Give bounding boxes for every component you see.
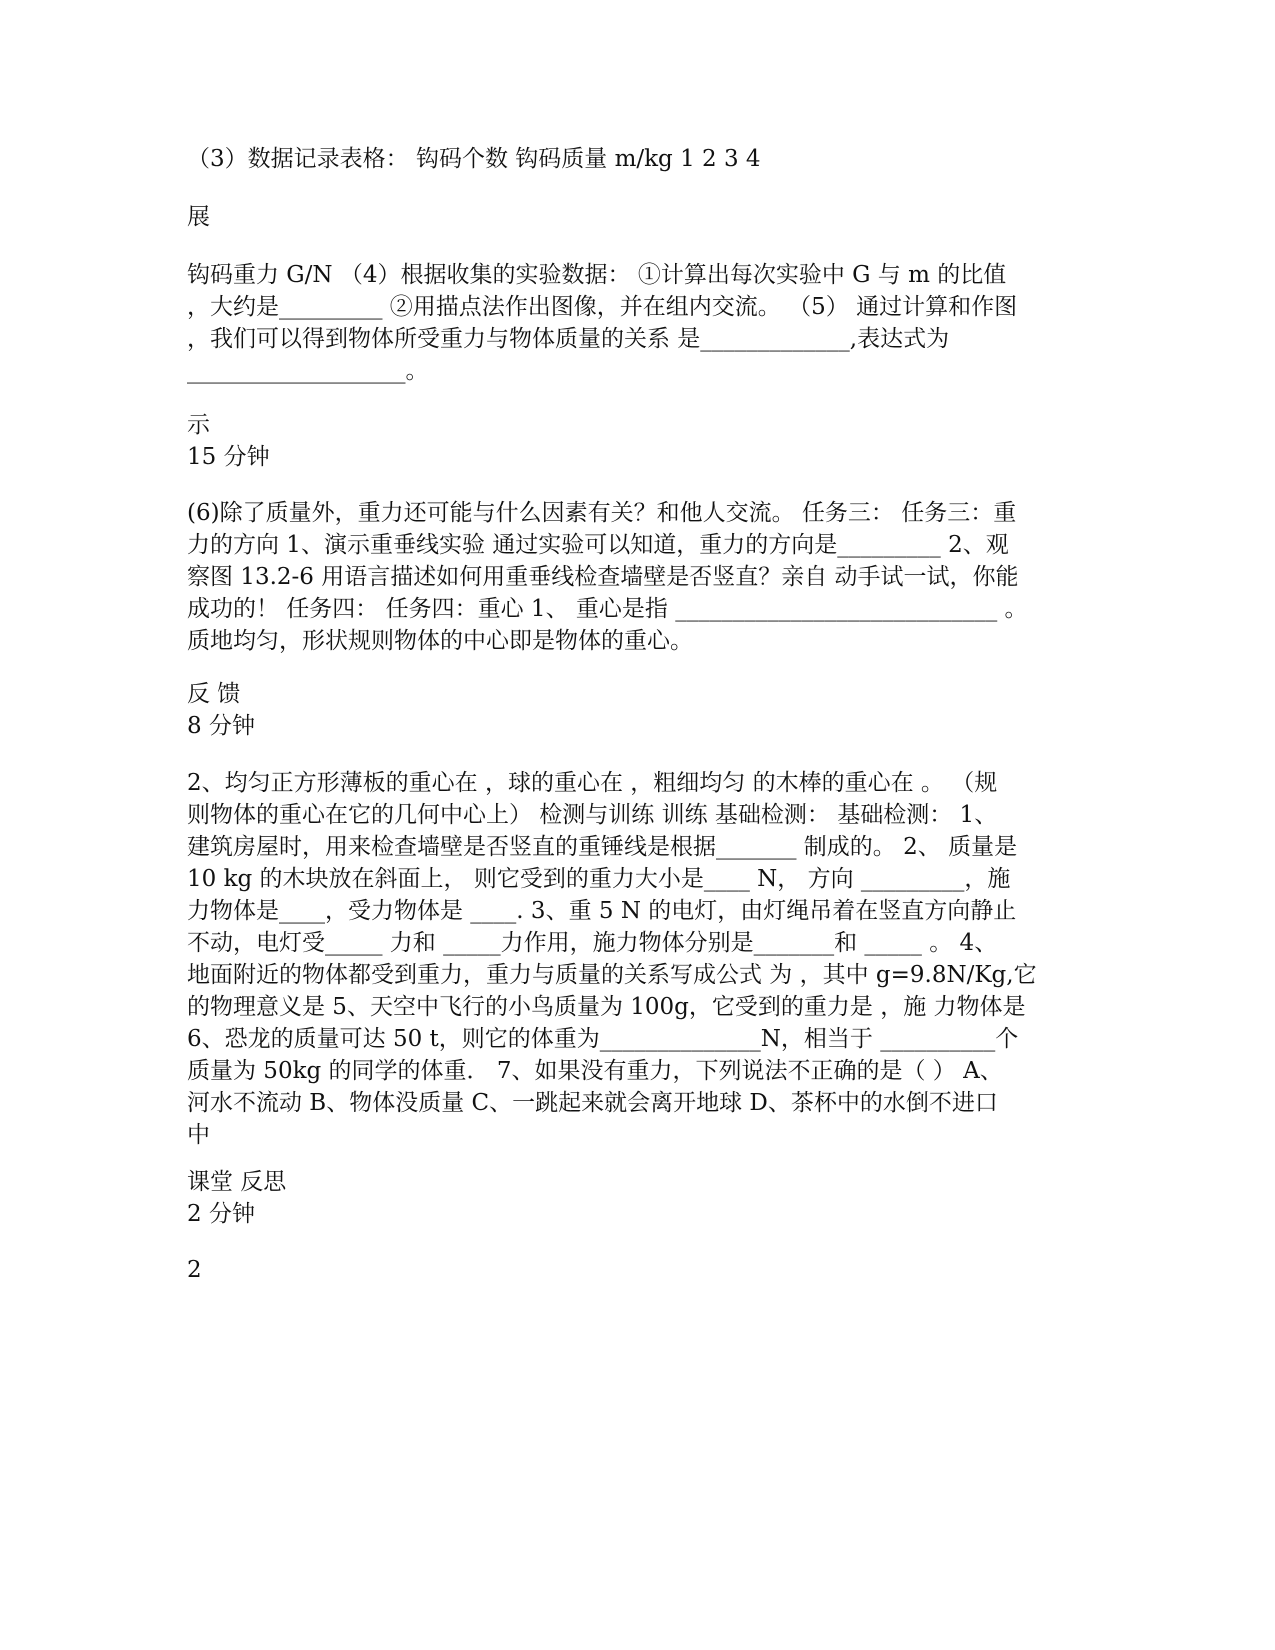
text-line: 课堂 反思 xyxy=(187,1169,287,1195)
section-label-zhan xyxy=(187,201,1087,233)
text-line: ___________________。 xyxy=(187,358,429,384)
text-line: (6)除了质量外，重力还可能与什么因素有关？和他人交流。 任务三： 任务三：重 xyxy=(187,500,1017,526)
text-line: 的物理意义是 5、天空中飞行的小鸟质量为 100g，它受到的重力是 ，施 力物体是 xyxy=(187,994,1026,1020)
text-line: 力物体是____，受力物体是 ____. 3、重 5 N 的电灯，由灯绳吊着在竖直方向静止 xyxy=(187,898,1017,924)
section-label-reflection xyxy=(187,1166,1087,1230)
text-line: 10 kg 的木块放在斜面上， 则它受到的重力大小是____ N， 方向 _________，施 xyxy=(187,866,1011,892)
text-line: 钩码重力 G/N （4）根据收集的实验数据： ①计算出每次实验中 G 与 m 的比值 xyxy=(187,262,1007,288)
text-line: 质地均匀，形状规则物体的中心即是物体的重心。 xyxy=(187,628,693,654)
text-line: ，我们可以得到物体所受重力与物体质量的关系 是_____________,表达式为 xyxy=(187,326,950,352)
text-line: 力的方向 1、演示重垂线实验 通过实验可以知道，重力的方向是_________ 2、观 xyxy=(187,532,1009,558)
text-line: 河水不流动 B、物体没质量 C、一跳起来就会离开地球 D、茶杯中的水倒不进口 xyxy=(187,1090,998,1116)
duration-label: 8 分钟 xyxy=(187,713,255,739)
paragraph-exercises xyxy=(187,767,1087,1151)
text-line: 地面附近的物体都受到重力，重力与质量的关系写成公式 为 ，其中 g=9.8N/Kg,它 xyxy=(187,962,1037,988)
page-number xyxy=(187,1254,1087,1286)
duration-label: 2 分钟 xyxy=(187,1201,255,1227)
text-line: 质量为 50kg 的同学的体重． 7、如果没有重力，下列说法不正确的是（ ） A、 xyxy=(187,1058,1003,1084)
text-line: 反 馈 xyxy=(187,681,241,707)
text-line: 6、恐龙的质量可达 50 t，则它的体重为______________N，相当于 __________个 xyxy=(187,1026,1019,1052)
text-line: 示 xyxy=(187,412,210,438)
text-line: ，大约是_________ ②用描点法作出图像，并在组内交流。 （5） 通过计算和作图 xyxy=(187,294,1018,320)
text-line: 展 xyxy=(187,204,210,230)
text-line: （3）数据记录表格： 钩码个数 钩码质量 m/kg 1 2 3 4 xyxy=(187,146,761,172)
text-line: 则物体的重心在它的几何中心上） 检测与训练 训练 基础检测： 基础检测： 1、 xyxy=(187,802,998,828)
section-label-feedback xyxy=(187,678,1087,742)
text-line: 不动，电灯受_____ 力和 _____力作用，施力物体分别是_______和 _____ 。 4、 xyxy=(187,930,998,956)
section-label-shi xyxy=(187,409,1087,473)
duration-label: 15 分钟 xyxy=(187,444,270,470)
text-line: 2 xyxy=(187,1257,202,1283)
text-line: 建筑房屋时，用来检查墙壁是否竖直的重锤线是根据_______ 制成的。 2、 质量是 xyxy=(187,834,1018,860)
text-line: 中 xyxy=(187,1122,210,1148)
text-line: 成功的！ 任务四： 任务四：重心 1、 重心是指 ____________________________ 。 xyxy=(187,596,1028,622)
text-line: 察图 13.2-6 用语言描述如何用重垂线检查墙壁是否竖直？亲自 动手试一试，你能 xyxy=(187,564,1019,590)
paragraph-tasks xyxy=(187,497,1087,657)
text-line: 2、均匀正方形薄板的重心在 ，球的重心在 ，粗细均匀 的木棒的重心在 。 （规 xyxy=(187,770,998,796)
data-table-caption xyxy=(187,143,1087,175)
paragraph-experiment-data xyxy=(187,259,1087,387)
